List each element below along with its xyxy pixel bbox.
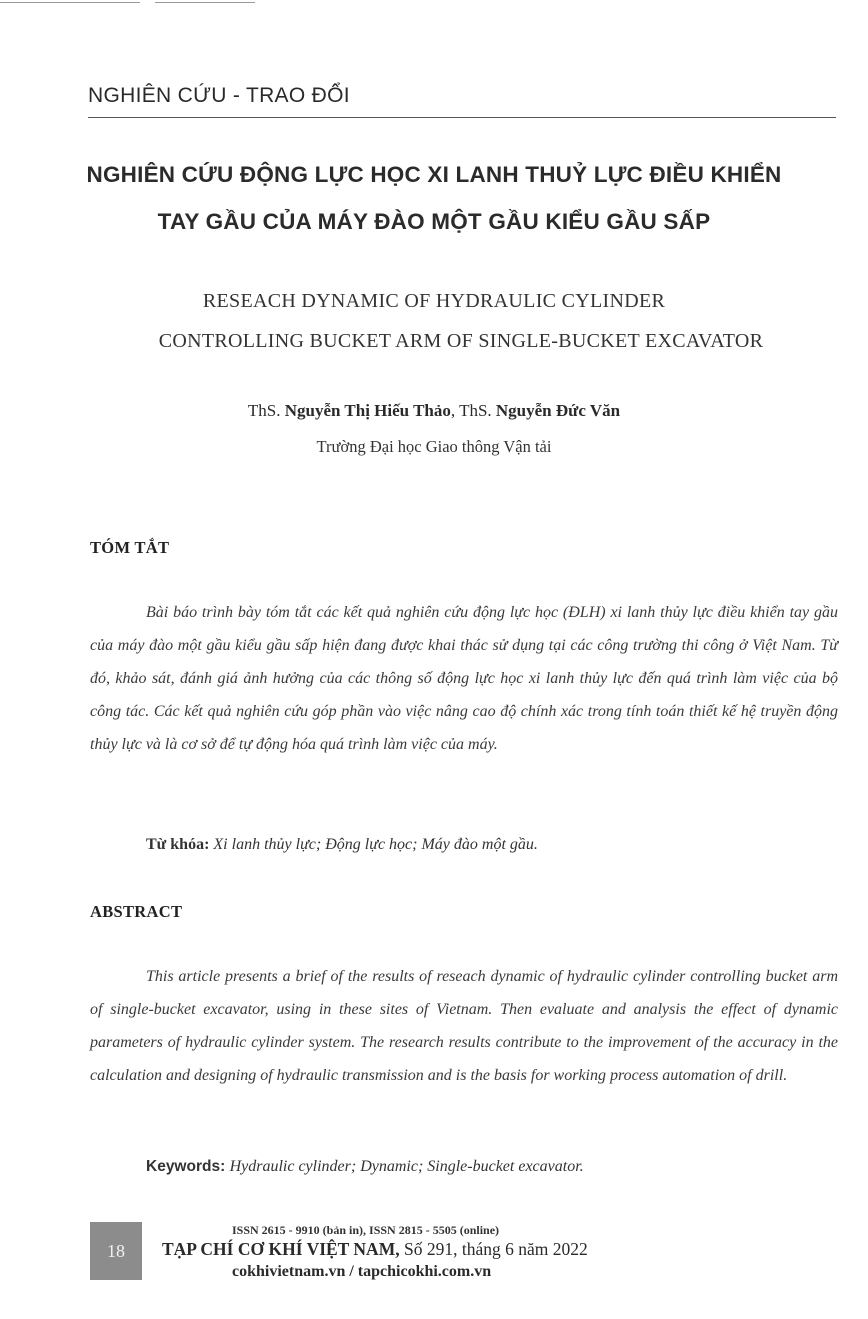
top-edge-line-left <box>0 2 140 3</box>
summary-keywords-value: Xi lanh thủy lực; Động lực học; Máy đào một gầu. <box>213 836 538 853</box>
header-rule <box>88 117 836 118</box>
author-separator: , <box>450 401 456 420</box>
title-vn-line1: NGHIÊN CỨU ĐỘNG LỰC HỌC XI LANH THUỶ LỰC ĐIỀU KHIỂN <box>86 162 782 187</box>
abstract-keywords-label: Keywords: <box>146 1158 226 1175</box>
footer-journal <box>162 1239 588 1260</box>
abstract-heading: ABSTRACT <box>90 902 183 921</box>
top-edge-line-right <box>155 2 255 3</box>
abstract-paragraph <box>90 960 838 1092</box>
page-number: 18 <box>90 1222 142 1280</box>
author1-title: ThS. <box>247 401 281 420</box>
authors-line <box>0 401 868 421</box>
summary-heading: TÓM TẮT <box>90 538 170 557</box>
section-label: NGHIÊN CỨU - TRAO ĐỔI <box>88 84 350 107</box>
author1-name: Nguyễn Thị Hiếu Thảo <box>284 401 451 420</box>
footer-journal-name: TẠP CHÍ CƠ KHÍ VIỆT NAM, <box>162 1239 400 1259</box>
summary-keywords <box>146 836 538 854</box>
title-en-line1: RESEACH DYNAMIC OF HYDRAULIC CYLINDER <box>202 290 666 312</box>
author2-title: ThS. <box>459 401 492 420</box>
summary-body: Bài báo trình bày tóm tắt các kết quả nghiên cứu động lực học (ĐLH) xi lanh thủy lực điều khiển tay gầu của máy đào một gầu kiểu gầu sấp hiện đang được khai thác sử dụng tại các công trường thi công ở Việt Nam. Từ đó, khảo sát, đánh giá ảnh hưởng của các thông số động lực học xi lanh thủy lực đến quá trình làm việc của bộ công tác. Các kết quả nghiên cứu góp phần vào việc nâng cao độ chính xác trong tính toán thiết kế hệ truyền động thủy lực và là cơ sở để tự động hóa quá trình làm việc của máy. <box>90 604 838 753</box>
footer-issue: Số 291, tháng 6 năm 2022 <box>399 1239 588 1259</box>
footer-website: cokhivietnam.vn / tapchicokhi.com.vn <box>232 1263 492 1280</box>
affiliation: Trường Đại học Giao thông Vận tải <box>316 437 552 456</box>
title-vn-line2: TAY GẦU CỦA MÁY ĐÀO MỘT GẦU KIỂU GẦU SẤP <box>157 209 711 234</box>
title-en-line2: CONTROLLING BUCKET ARM OF SINGLE-BUCKET EXCAVATOR <box>158 330 764 352</box>
summary-paragraph <box>90 596 838 761</box>
abstract-keywords <box>146 1158 584 1176</box>
author2-name: Nguyễn Đức Văn <box>495 401 621 420</box>
abstract-keywords-value: Hydraulic cylinder; Dynamic; Single-bucket excavator. <box>229 1158 584 1175</box>
summary-keywords-label: Từ khóa: <box>146 836 210 853</box>
abstract-body: This article presents a brief of the results of reseach dynamic of hydraulic cylinder controlling bucket arm of single-bucket excavator, using in these sites of Vietnam. Then evaluate and analysis the effect of dynamic parameters of hydraulic cylinder system. The research results contribute to the improvement of the accuracy in the calculation and designing of hydraulic transmission and is the basis for working process automation of drill. <box>90 968 838 1084</box>
footer-issn: ISSN 2615 - 9910 (bản in), ISSN 2815 - 5505 (online) <box>232 1223 500 1237</box>
